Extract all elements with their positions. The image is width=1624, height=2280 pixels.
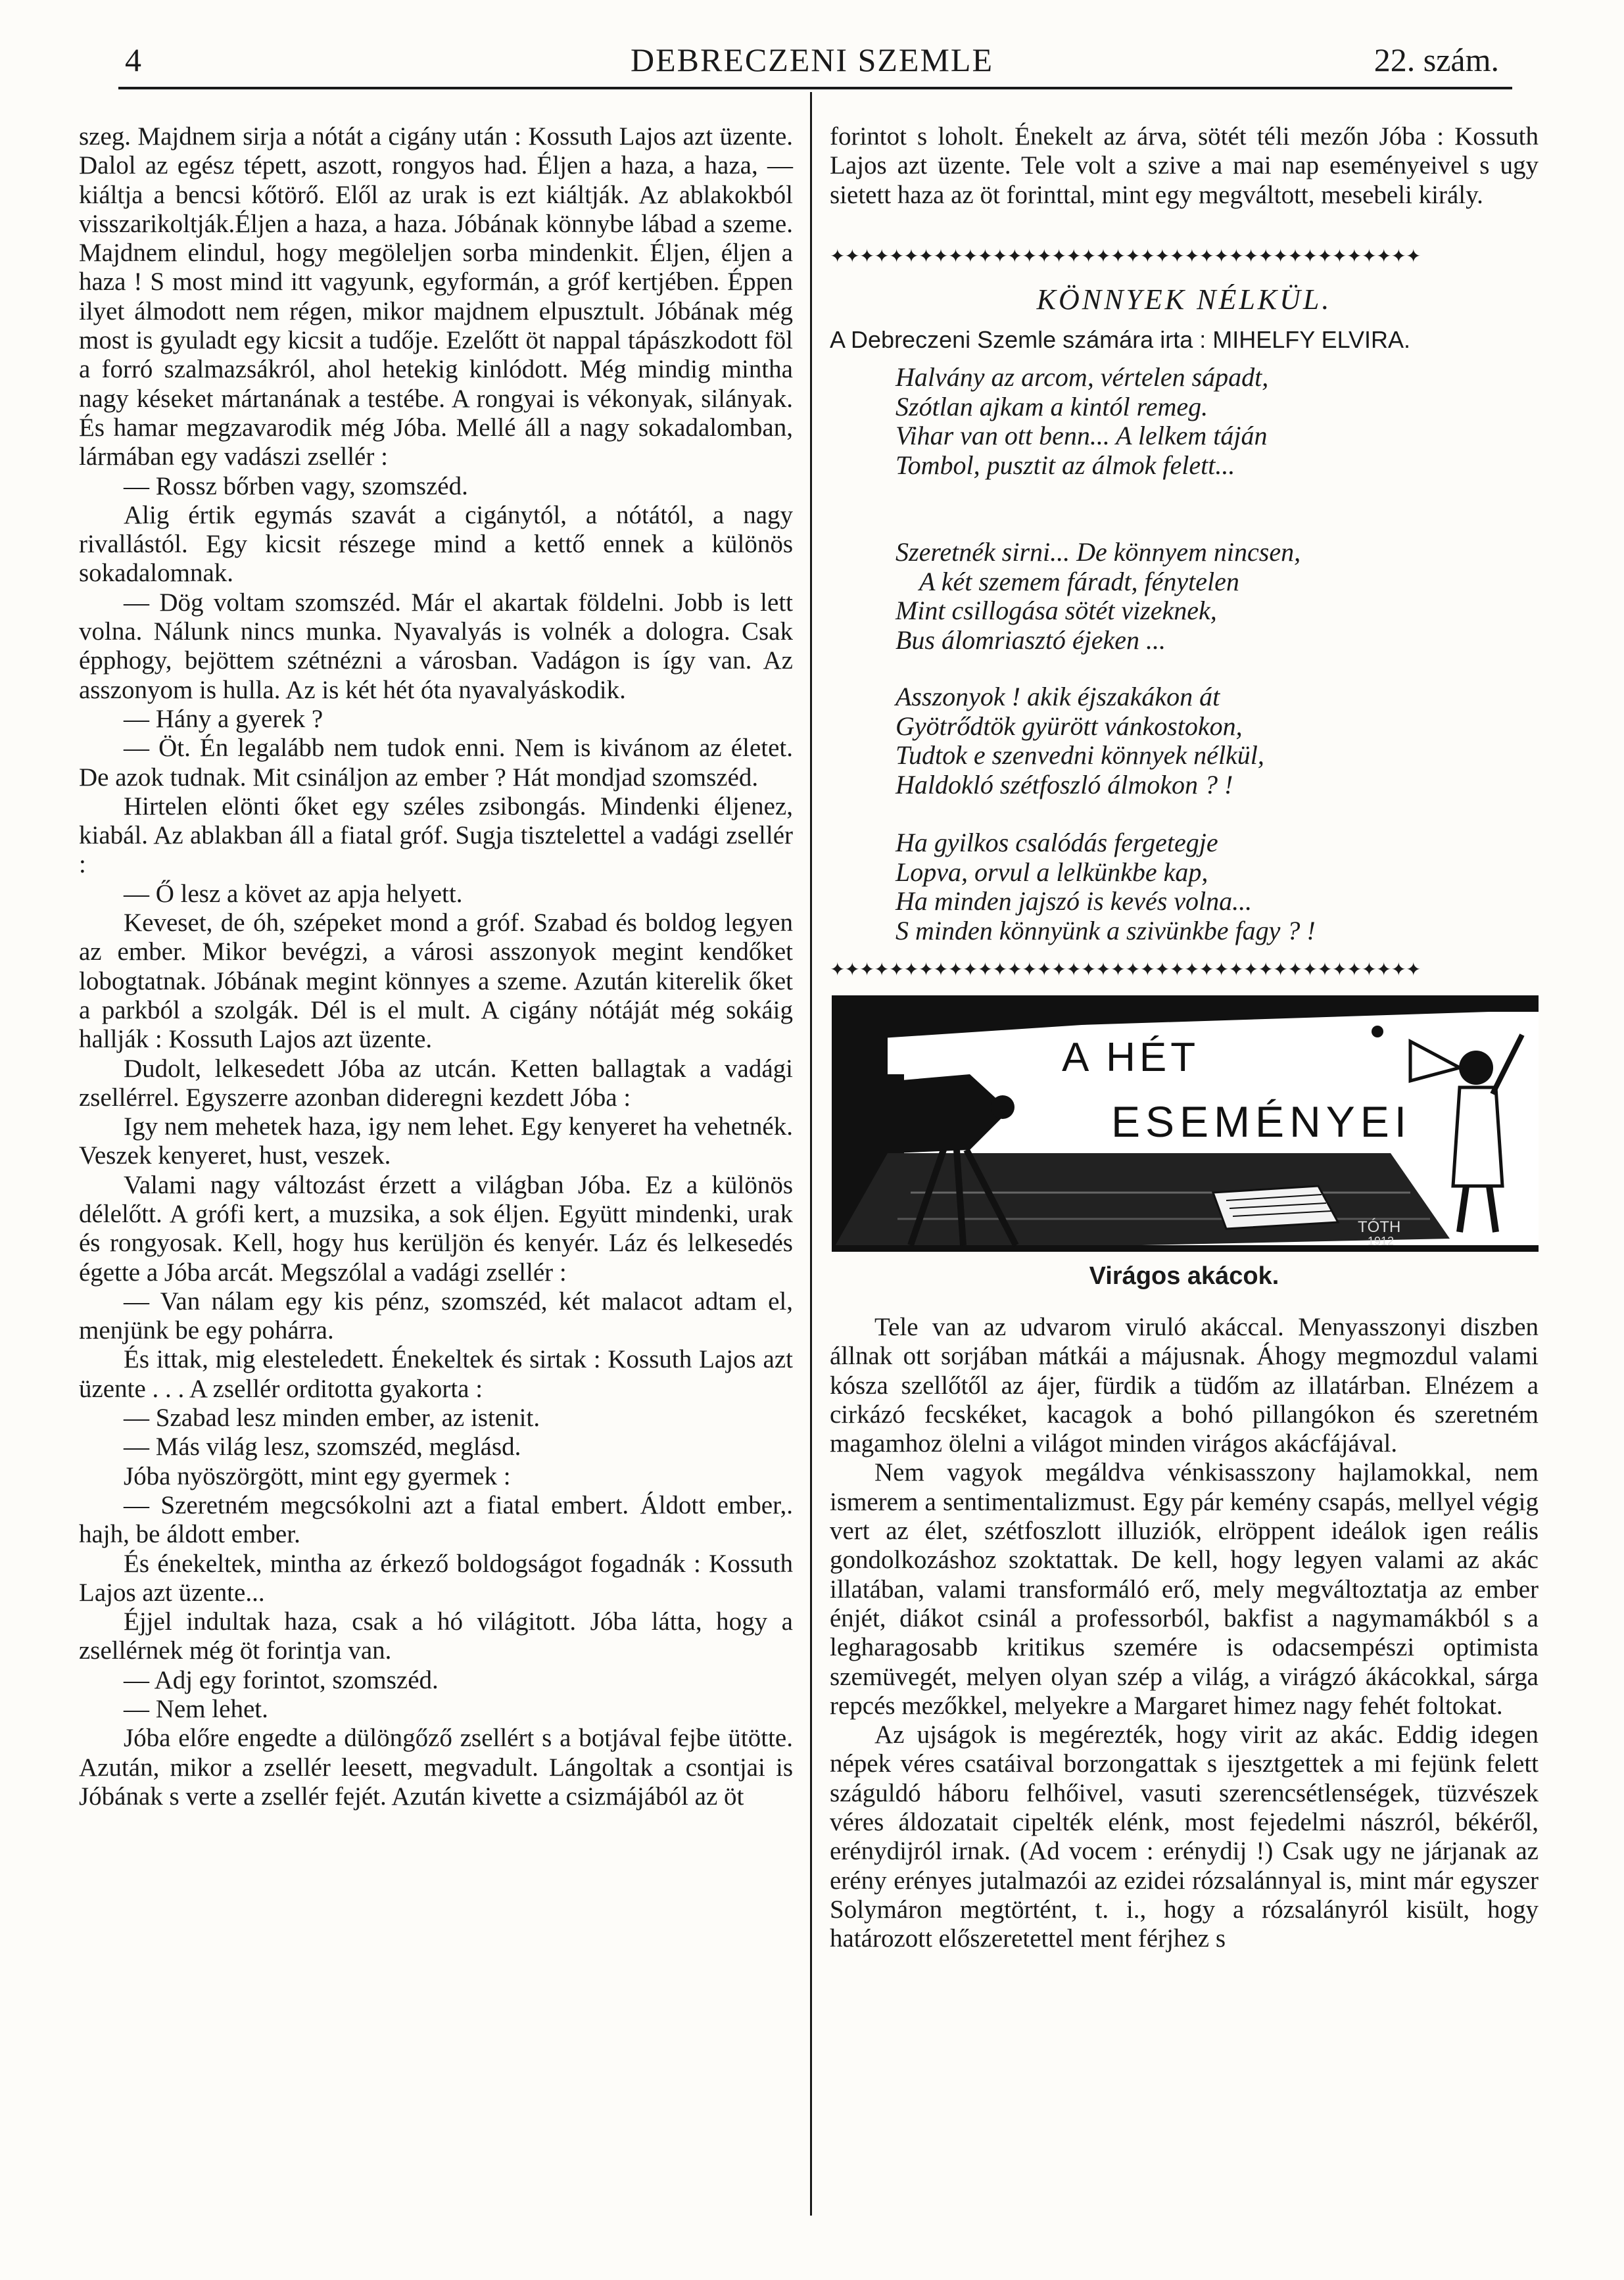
page-number: 4 (125, 41, 141, 78)
right-column-continuation (830, 122, 1539, 210)
story-paragraph: És énekeltek, mintha az érkező boldogságot fogadnák : Kossuth Lajos azt üzente... (79, 1549, 793, 1607)
header-rule (118, 87, 1512, 89)
article-caption: Virágos akácok. (1089, 1262, 1279, 1290)
article-paragraph: Nem vagyok megáldva vénkisasszony hajlamokkal, nem ismerem a sentimentalizmust. Egy pár kemény csapás, mellyel végig vert az élet, szétfoszlott illuziók, elröppent ideálok igen reális gondolkozáshoz szoktattak. De kell, hogy legyen valami az akác illatában, valami transformáló erő, mely megváltoztatja az ember énjét, diákot csinál a professorból, bakfist a nagymamákból s a legharagosabb kritikus szemére is odacsempészi optimista szemüvegét, melyen olyan szép a világ, a virágzó ákácokkal, sárga repcés mezőkkel, melyekre a Margaret himez nagy fehét foltokat. (830, 1458, 1539, 1720)
newspapers-icon (1213, 1186, 1338, 1229)
poem-line: Szótlan ajkam a kintól remeg. (896, 391, 1208, 421)
dialogue-line: — Szeretném megcsókolni azt a fiatal embert. Áldott ember,. hajh, be áldott ember. (79, 1490, 793, 1549)
poem-title: KÖNNYEK NÉLKÜL. (1036, 283, 1332, 316)
story-paragraph: szeg. Majdnem sirja a nótát a cigány után : Kossuth Lajos azt üzente. Dalol az egész tépett, aszott, rongyos had. Éljen a haza, a haza, — kiáltja a bencsi kőtörő. Elől az urak is ezt kiáltják. Az ablakokból visszarikoltják.Éljen a haza, a haza. Jóbának könnybe lábad a szeme. Majdnem elindul, hogy megöleljen sorba mindenkit. Éljen, éljen a haza ! S most mind itt vagyunk, egyformán, a gróf kertjében. Éppen ilyet álmodott nem régen, mikor majdnem elpusztult. Jóbának még most is gyuladt egy kicsit a tudője. Ezelőtt öt nappal tápászkodott föl a forró szalmazsákról, ahol hetekig kinlódott. Még mindig mintha nagy késeket mártanának a testébe. A rongyai is vékonyak, silányak. És hamar megzavarodik még Jóba. Mellé áll a nagy sokadalomban, lármában egy vadászi zsellér : (79, 122, 793, 471)
dialogue-line: — Öt. Én legalább nem tudok enni. Nem is kivánom az életet. De azok tudnak. Mit csináljon az ember ? Hát mondjad szomszéd. (79, 734, 793, 792)
dialogue-line: Igy nem mehetek haza, igy nem lehet. Egy kenyeret ha vehetnék. Veszek kenyeret, hust, veszek. (79, 1112, 793, 1170)
poem-line: Ha gyilkos csalódás fergetegje (896, 828, 1218, 857)
dialogue-line: — Nem lehet. (124, 1695, 268, 1724)
poem-line: Gyötrődtök gyürött vánkostokon, (896, 711, 1243, 741)
poem-line: Szeretnék sirni... De könnyem nincsen, (896, 537, 1301, 567)
poem-stanza (896, 682, 1487, 799)
masthead-title: DEBRECZENI SZEMLE (630, 41, 994, 78)
poem-line: Halvány az arcom, vértelen sápadt, (896, 362, 1269, 392)
poem-stanza (896, 538, 1487, 655)
illustration-title-line2: ESEMÉNYEI (1111, 1097, 1412, 1146)
poem-line: Bus álomriasztó éjeken ... (896, 625, 1166, 655)
dialogue-line: — Dög voltam szomszéd. Már el akartak földelni. Jobb is lett volna. Nálunk nincs munka. Nyavalyás is volnék a dologra. Csak épphogy, bejöttem szétnézni a városban. Vadágon is így van. Az asszonyom is hulla. Az is két hét óta nyavalyáskodik. (79, 588, 793, 704)
ornament-divider: ✦✦✦✦✦✦✦✦✦✦✦✦✦✦✦✦✦✦✦✦✦✦✦✦✦✦✦✦✦✦✦✦✦✦✦✦✦✦✦✦ (830, 961, 1421, 980)
story-paragraph: Hirtelen elönti őket egy széles zsibongás. Mindenki éljenez, kiabál. Az ablakban áll a fiatal gróf. Sugja tisztelettel a vadági zsellér : (79, 792, 793, 879)
poem-line: Tudtok e szenvedni könnyek nélkül, (896, 740, 1264, 771)
artist-signature: TÓTH (1358, 1218, 1401, 1236)
story-paragraph: Jóba előre engedte a dülöngőző zsellért s a botjával fejbe ütötte. Azután, mikor a zsellér leesett, megvadult. Lángoltak a csontjai is Jóbának s verte a zsellér fejét. Azután kivette a csizmájából az öt (79, 1724, 793, 1811)
story-paragraph: Alig értik egymás szavát a cigánytól, a nótától, a nagy rivallástól. Egy kicsit részege mind a kettő ennek a különös sokadalomnak. (79, 500, 793, 588)
artist-year: 1912 (1368, 1235, 1395, 1248)
story-paragraph: Keveset, de óh, szépeket mond a gróf. Szabad és boldog legyen az ember. Mikor bevégzi, a városi asszonyok megint kendőket lobogtatnak. Jóbának megint könnyes a szeme. Azután kiterelik őket a parkból a szolgák. Dél is el mult. A cigány nótáját még sokáig hallják : Kossuth Lajos azt üzente. (79, 909, 793, 1054)
dialogue-line: — Van nálam egy kis pénz, szomszéd, két malacot adtam el, menjünk be egy pohárra. (79, 1287, 793, 1345)
ornament-divider: ✦✦✦✦✦✦✦✦✦✦✦✦✦✦✦✦✦✦✦✦✦✦✦✦✦✦✦✦✦✦✦✦✦✦✦✦✦✦✦✦ (830, 247, 1421, 267)
illustration-title-line1: A HÉT (1062, 1035, 1200, 1080)
poem-line: Haldokló szétfoszló álmokon ? ! (896, 769, 1233, 799)
page-header (118, 41, 1506, 87)
poem-line: Tombol, pusztit az álmok felett... (896, 450, 1235, 480)
week-events-illustration (832, 995, 1539, 1252)
dialogue-line: — Szabad lesz minden ember, az istenit. (124, 1404, 540, 1433)
poem-line: Vihar van ott benn... A lelkem táján (896, 421, 1268, 451)
poem-line: Ha minden jajszó is kevés volna... (896, 886, 1253, 916)
illustration-bottom-border (832, 1245, 1539, 1252)
poem-stanza (896, 828, 1487, 945)
dialogue-line: — Rossz bőrben vagy, szomszéd. (124, 471, 468, 500)
dialogue-line: — Adj egy forintot, szomszéd. (124, 1665, 439, 1694)
poem-line: A két szemem fáradt, fénytelen (919, 566, 1239, 596)
story-paragraph: Éjjel indultak haza, csak a hó világitott. Jóba látta, hogy a zsellérnek még öt forintja van. (79, 1607, 793, 1665)
article-paragraph: Tele van az udvarom viruló akáccal. Menyasszonyi diszben állnak ott sorjában mátkái a májusnak. Áhogy megmozdul valami kósza szellőtől az ájer, fürdik a tüdőm az illatárban. Elnézem a cirkázó fecskéket, kacagok a bohó pillangókon és szeretném magamhoz ölelni a világot minden virágos akácfájával. (830, 1313, 1539, 1458)
story-paragraph: Jóba nyöszörgött, mint egy gyermek : (124, 1461, 511, 1490)
dialogue-line: — Hány a gyerek ? (124, 704, 323, 733)
story-paragraph: És ittak, mig elesteledett. Énekeltek és sirtak : Kossuth Lajos azt üzente . . . A zsellér orditotta gyakorta : (79, 1345, 793, 1403)
poem-line: Mint csillogása sötét vizeknek, (896, 596, 1217, 626)
poem-line: Lopva, orvul a lelkünkbe kap, (896, 857, 1208, 887)
story-ending-paragraph: forintot s loholt. Énekelt az árva, sötét téli mezőn Jóba : Kossuth Lajos azt üzente. Tele volt a szive a mai nap eseményeivel s ugy sietett haza az öt forinttal, mint egy megváltott, mesebeli király. (830, 122, 1539, 209)
column-divider (810, 92, 812, 2216)
dialogue-line: — Ő lesz a követ az apja helyett. (124, 879, 463, 908)
story-paragraph: Dudolt, lelkesedett Jóba az utcán. Ketten ballagtak a vadági zsellérrel. Egyszerre azonban dideregni kezdett Jóba : (79, 1054, 793, 1112)
poem-line: Asszonyok ! akik éjszakákon át (896, 682, 1220, 711)
story-paragraph: Valami nagy változást érzett a világban Jóba. Ez a különös délelőtt. A grófi kert, a muzsika, a sok éljen. Együtt mindenki, urak és rongyosak. Kell, hogy hus kerüljön és kenyér. Láz és lelkesedés égette a Jóba arcát. Megszólal a vadági zsellér : (79, 1170, 793, 1287)
dot-icon (1372, 1026, 1383, 1037)
poem-line: S minden könnyünk a szivünkbe fagy ? ! (896, 915, 1316, 945)
poem-stanza (896, 363, 1487, 480)
poem-byline: A Debreczeni Szemle számára irta : MIHELFY ELVIRA. (830, 326, 1410, 353)
issue-number: 22. szám. (1373, 41, 1499, 78)
dialogue-line: — Más világ lesz, szomszéd, meglásd. (124, 1433, 521, 1461)
article-paragraph: Az ujságok is megérezték, hogy virit az akác. Eddig idegen népek véres csatáival borzongattak s ijesztgettek a mi fejünk felett száguldó háboru felhőivel, vasuti szerencsétlenségek, tüzvészek véres áldozatait cipelték elénk, most fejedelmi nászról, békéről, erénydijról irnak. (Ad vocem : erénydij !) Csak ugy ne járjanak az erény erényes jutalmazói az ezidei rózsalánnyal is, mint már egyszer Solymáron megtörtént, t. i., hogy a rózsalányról kisült, hogy határozott előszeretettel ment férjhez s (830, 1721, 1539, 1953)
left-column (79, 122, 793, 1811)
article-body (830, 1313, 1539, 1954)
